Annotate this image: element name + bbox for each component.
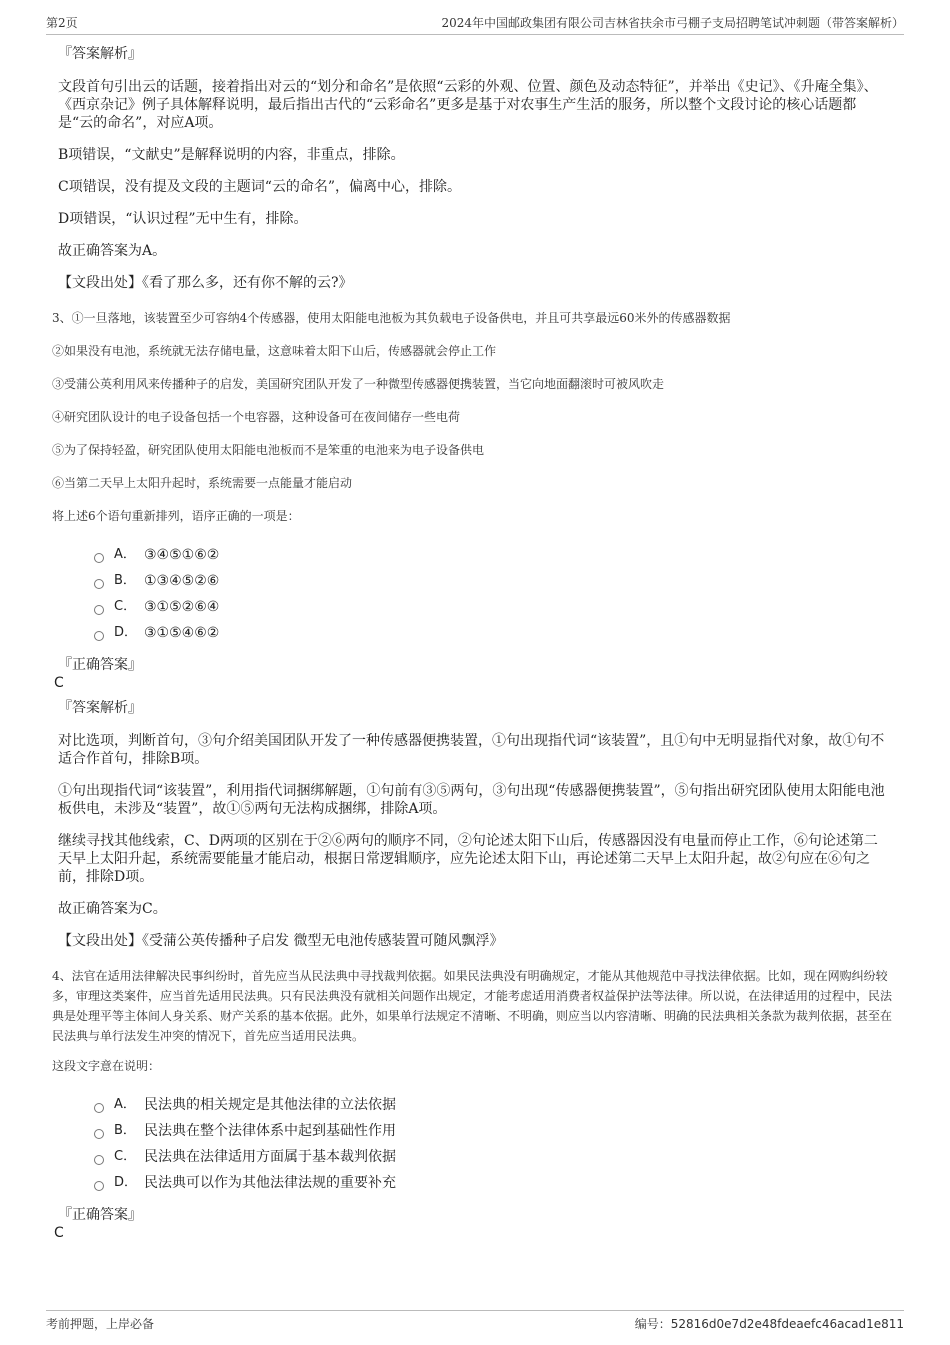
option-text: 民法典可以作为其他法律法规的重要补充 xyxy=(144,1175,396,1191)
option-text: ③①⑤④⑥② xyxy=(144,625,220,641)
q2-analysis-heading: 『答案解析』 xyxy=(58,46,142,62)
q3-analysis-paragraph: ①句出现指代词“该装置”，利用指代词捆绑解题，①句前有③⑤两句，③句出现“传感器便携装置”，⑤句指出研究团队使用太阳能电池板供电，未涉及“装置”，故①⑤两句无法构成捆绑，排除A项。 xyxy=(58,783,885,817)
q4-option-d[interactable] xyxy=(94,1170,900,1196)
q4-answer-heading: 『正确答案』 xyxy=(58,1207,142,1223)
q3-sentence: ④研究团队设计的电子设备包括一个电容器，这种设备可在夜间储存一些电荷 xyxy=(52,410,461,424)
code-value: 52816d0e7d2e48fdeaefc46acad1e811 xyxy=(670,1317,904,1331)
option-letter: B． xyxy=(114,573,136,588)
option-text: ③①⑤②⑥④ xyxy=(144,599,220,615)
q2-analysis-paragraph: 文段首句引出云的话题，接着指出对云的“划分和命名”是依照“云彩的外观、位置、颜色及动态特征”，并举出《史记》、《升庵全集》、《西京杂记》例子具体解释说明，最后指出古代的“云彩命名”更多是基于对农事生产生活的服务，所以整个文段讨论的核心话题都是“云的命名”，对应A项。 xyxy=(58,79,878,131)
page-footer xyxy=(46,1310,904,1335)
option-letter: A． xyxy=(114,547,136,562)
q3-answer-heading: 『正确答案』 xyxy=(58,657,142,673)
q2-analysis-paragraph: D项错误，“认识过程”无中生有，排除。 xyxy=(58,211,308,227)
q4-passage: 4、法官在适用法律解决民事纠纷时，首先应当从民法典中寻找裁判依据。如果民法典没有明确规定，才能从其他规范中寻找法律依据。比如，现在网购纠纷较多，审理这类案件，应当首先适用民法典。只有民法典没有就相关问题作出规定，才能考虑适用消费者权益保护法等法律。所以说，在法律适用的过程中，民法典是处理平等主体间人身关系、财产关系的基本依据。此外，如果单行法规定不清晰、不明确，则应当以内容清晰、明确的民法典相关条款为裁判依据，甚至在民法典与单行法发生冲突的情况下，首先应当适用民法典。 xyxy=(52,969,893,1043)
q2-analysis-conclusion: 故正确答案为A。 xyxy=(58,243,167,259)
q3-sentence: ⑥当第二天早上太阳升起时，系统需要一点能量才能启动 xyxy=(52,476,353,490)
radio-button[interactable] xyxy=(94,553,104,563)
q3-analysis-heading: 『答案解析』 xyxy=(58,700,142,716)
option-letter: D． xyxy=(114,1175,138,1190)
q3-option-d[interactable] xyxy=(94,620,900,646)
option-text: 民法典在法律适用方面属于基本裁判依据 xyxy=(144,1149,396,1165)
option-letter: B． xyxy=(114,1123,136,1138)
q4-option-a[interactable] xyxy=(94,1092,900,1118)
q2-analysis-paragraph: B项错误，“文献史”是解释说明的内容，非重点，排除。 xyxy=(58,147,405,163)
radio-button[interactable] xyxy=(94,1155,104,1165)
q4-option-b[interactable] xyxy=(94,1118,900,1144)
radio-button[interactable] xyxy=(94,1181,104,1191)
q3-option-a[interactable] xyxy=(94,542,900,568)
radio-button[interactable] xyxy=(94,579,104,589)
q4-options xyxy=(94,1092,900,1196)
page-content xyxy=(50,44,900,1248)
page-header xyxy=(46,14,904,35)
radio-button[interactable] xyxy=(94,1103,104,1113)
q3-option-b[interactable] xyxy=(94,568,900,594)
q3-sentence: 3、①一旦落地，该装置至少可容纳4个传感器，使用太阳能电池板为其负载电子设备供电，并且可共享最远60米外的传感器数据 xyxy=(52,311,731,325)
q3-sentence: ⑤为了保持轻盈，研究团队使用太阳能电池板而不是笨重的电池来为电子设备供电 xyxy=(52,443,485,457)
option-text: ③④⑤①⑥② xyxy=(144,547,220,563)
radio-button[interactable] xyxy=(94,1129,104,1139)
option-letter: C． xyxy=(114,1149,137,1164)
q3-analysis-paragraph: 对比选项，判断首句，③句介绍美国团队开发了一种传感器便携装置，①句出现指代词“该装置”，且①句中无明显指代对象，故①句不适合作首句，排除B项。 xyxy=(58,733,885,767)
option-letter: A． xyxy=(114,1097,136,1112)
q3-analysis-conclusion: 故正确答案为C。 xyxy=(58,901,167,917)
document-title: 2024年中国邮政集团有限公司吉林省扶余市弓棚子支局招聘笔试冲刺题（带答案解析） xyxy=(441,16,904,30)
q3-option-c[interactable] xyxy=(94,594,900,620)
option-letter: D． xyxy=(114,625,138,640)
q2-source: 【文段出处】《看了那么多，还有你不解的云?》 xyxy=(58,275,353,291)
option-text: 民法典在整个法律体系中起到基础性作用 xyxy=(144,1123,396,1139)
q3-prompt: 将上述6个语句重新排列，语序正确的一项是： xyxy=(52,509,300,523)
q3-sentence: ③受蒲公英利用风来传播种子的启发，美国研究团队开发了一种微型传感器便携装置，当它向地面翻滚时可被风吹走 xyxy=(52,377,665,391)
code-label: 编号： xyxy=(634,1317,671,1331)
radio-button[interactable] xyxy=(94,631,104,641)
q4-option-c[interactable] xyxy=(94,1144,900,1170)
radio-button[interactable] xyxy=(94,605,104,615)
option-text: ①③④⑤②⑥ xyxy=(144,573,220,589)
q3-source: 【文段出处】《受蒲公英传播种子启发 微型无电池传感装置可随风飘浮》 xyxy=(58,933,504,949)
option-letter: C． xyxy=(114,599,137,614)
q4-answer-value: C xyxy=(54,1225,64,1241)
page-number: 第2页 xyxy=(46,16,78,30)
q3-analysis-paragraph: 继续寻找其他线索，C、D两项的区别在于②⑥两句的顺序不同，②句论述太阳下山后，传感器因没有电量而停止工作，⑥句论述第二天早上太阳升起，系统需要能量才能启动，根据日常逻辑顺序，应先论述太阳下山，再论述第二天早上太阳升起，故②句应在⑥句之前，排除D项。 xyxy=(58,833,878,885)
document-code xyxy=(635,1315,904,1332)
footer-slogan: 考前押题，上岸必备 xyxy=(46,1317,155,1331)
q3-options xyxy=(94,542,900,646)
q3-answer-value: C xyxy=(54,675,64,691)
option-text: 民法典的相关规定是其他法律的立法依据 xyxy=(144,1097,396,1113)
q2-analysis-paragraph: C项错误，没有提及文段的主题词“云的命名”，偏离中心，排除。 xyxy=(58,179,462,195)
q4-prompt: 这段文字意在说明： xyxy=(52,1059,161,1073)
q3-sentence: ②如果没有电池，系统就无法存储电量，这意味着太阳下山后，传感器就会停止工作 xyxy=(52,344,497,358)
